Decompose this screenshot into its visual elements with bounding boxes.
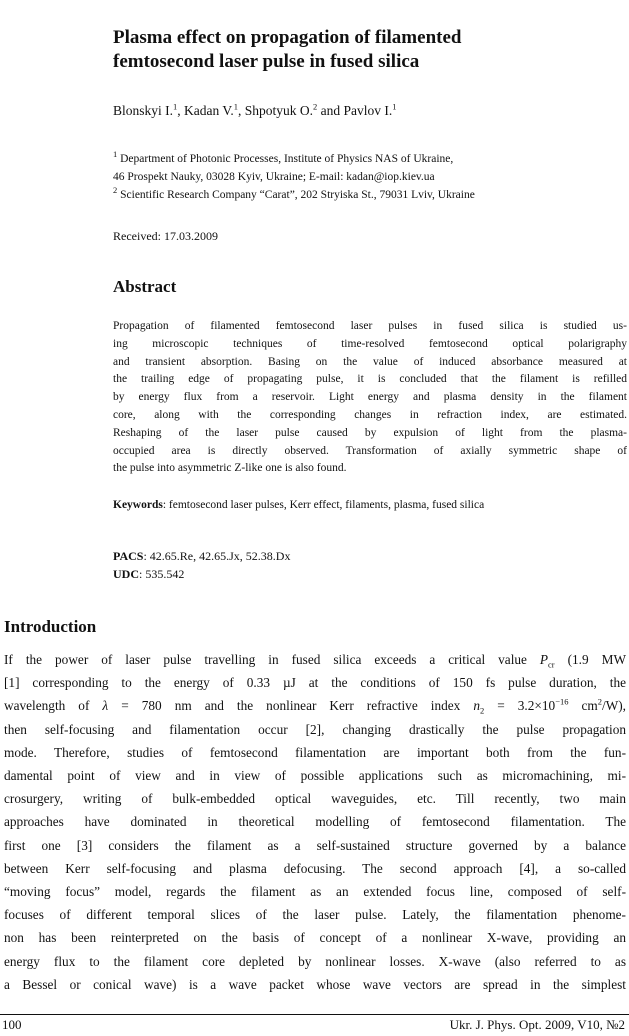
- title-line-1: Plasma effect on propagation of filamented: [113, 27, 462, 48]
- abstract-line: the trailing edge of propagating pulse, it is concluded that the filament is refilled: [113, 373, 627, 386]
- affiliation-text: Department of Photonic Processes, Institute of Physics NAS of Ukraine,: [117, 153, 454, 165]
- affiliation-1-line-1: [113, 150, 613, 168]
- author-name: Pavlov I.: [343, 103, 393, 118]
- introduction-line: between Kerr self-focusing and plasma defocusing. The second approach [4], a so-called: [4, 860, 626, 876]
- math-superscript: 2: [597, 696, 602, 707]
- keywords: [113, 499, 484, 511]
- author-separator: ,: [177, 103, 185, 118]
- affiliations: [113, 150, 613, 204]
- affiliation-text: Scientific Research Company “Carat”, 202 Stryiska St., 79031 Lviv, Ukraine: [117, 189, 475, 201]
- udc-text: : 535.542: [139, 567, 185, 581]
- introduction-line: then self-focusing and filamentation occur [2], changing drastically the pulse propagation: [4, 721, 626, 737]
- author-separator: and: [317, 103, 344, 118]
- text-run: = 3.2×10: [484, 698, 556, 714]
- introduction-line: [1] corresponding to the energy of 0.33 µJ at the conditions of 150 fs pulse duration, the: [4, 675, 626, 691]
- keywords-label: Keywords: [113, 499, 163, 511]
- journal-reference: Ukr. J. Phys. Opt. 2009, V10, №2: [449, 1017, 625, 1032]
- affiliation-mark: 2: [113, 185, 118, 196]
- introduction-body: [4, 648, 626, 996]
- abstract-body: [113, 318, 627, 478]
- introduction-line: approaches have dominated in theoretical modelling of femtosecond filamentation. The: [4, 814, 626, 830]
- author-separator: ,: [238, 103, 245, 118]
- math-superscript: −16: [555, 696, 569, 707]
- abstract-line: Reshaping of the laser pulse caused by expulsion of light from the plasma-: [113, 426, 627, 439]
- abstract-line: by energy flux from a reservoir. Light energy and plasma density in the filament: [113, 391, 627, 404]
- abstract-line: occupied area is directly observed. Transformation of axially symmetric shape of: [113, 444, 627, 457]
- introduction-line: mode. Therefore, studies of femtosecond filamentation are important both from the fun-: [4, 744, 626, 760]
- keywords-text: : femtosecond laser pulses, Kerr effect, filaments, plasma, fused silica: [162, 499, 485, 511]
- author-affiliation-mark: 1: [173, 101, 178, 112]
- introduction-line: focuses of different temporal slices of the laser pulse. Lately, the filamentation phenome-: [4, 907, 626, 923]
- author-name: Kadan V.: [184, 103, 234, 118]
- abstract-line: ing microscopic techniques of time-resolved femtosecond optical polarigraphy: [113, 337, 627, 350]
- affiliation-1-line-2: 46 Prospekt Nauky, 03028 Kyiv, Ukraine; E-mail: kadan@iop.kiev.ua: [113, 171, 435, 183]
- footer-divider: [0, 1014, 629, 1015]
- title-line-2: femtosecond laser pulse in fused silica: [113, 51, 420, 72]
- abstract-line: and transient absorption. Basing on the value of induced absorbance measured at: [113, 355, 627, 368]
- pacs-text: : 42.65.Re, 42.65.Jx, 52.38.Dx: [143, 549, 291, 563]
- author-affiliation-mark: 1: [392, 101, 397, 112]
- text-run: /W),: [602, 698, 626, 714]
- udc-code: [113, 565, 290, 583]
- introduction-line: first one [3] considers the filament as a self-sustained structure governed by a balance: [4, 837, 626, 853]
- abstract-heading: Abstract: [113, 277, 177, 296]
- introduction-line: “moving focus” model, regards the filament as an extended focus line, composed of self-: [4, 884, 626, 900]
- introduction-line: crosurgery, writing of bulk-embedded optical waveguides, etc. Till recently, two main: [4, 791, 626, 807]
- author-affiliation-mark: 2: [313, 101, 318, 112]
- text-run: cm: [568, 698, 598, 714]
- math-symbol: P: [539, 652, 549, 667]
- author-list: [113, 103, 397, 119]
- introduction-line: a Bessel or conical wave) is a wave packet whose wave vectors are spread in the simplest: [4, 976, 626, 992]
- math-symbol: λ: [102, 698, 109, 714]
- author-affiliation-mark: 1: [233, 101, 239, 112]
- math-subscript: cr: [548, 659, 555, 670]
- paper-title: [113, 26, 593, 74]
- text-run: wavelength of: [4, 698, 103, 714]
- pacs-label: PACS: [113, 549, 144, 563]
- author-name: Shpotyuk O.: [244, 103, 314, 118]
- udc-label: UDC: [113, 567, 139, 581]
- introduction-line: non has been reinterpreted on the basis of concept of a nonlinear X-wave, providing an: [4, 930, 626, 946]
- classification-codes: [113, 547, 290, 583]
- abstract-line: Propagation of filamented femtosecond laser pulses in fused silica is studied us-: [113, 320, 627, 332]
- introduction-line: energy flux to the filament core depleted by nonlinear losses. X-wave (also referred to as: [4, 953, 626, 969]
- introduction-line: [4, 648, 626, 671]
- abstract-line: the pulse into asymmetric Z-like one is also found.: [113, 462, 347, 475]
- introduction-line: damental point of view and in view of possible applications such as micromachining, mi-: [4, 768, 626, 784]
- text-run: If the power of laser pulse travelling in fused silica exceeds a critical value: [4, 652, 540, 667]
- math-symbol: n: [473, 698, 480, 714]
- math-subscript: 2: [479, 706, 485, 717]
- page-number: 100: [2, 1017, 22, 1032]
- text-run: = 780 nm and the nonlinear Kerr refractive index: [108, 698, 474, 714]
- affiliation-2-line-1: [113, 186, 613, 204]
- text-run: (1.9 MW: [554, 652, 626, 667]
- pacs-codes: [113, 547, 290, 565]
- received-date: Received: 17.03.2009: [113, 229, 218, 243]
- author-name: Blonskyi I.: [113, 103, 174, 118]
- introduction-heading: Introduction: [4, 617, 97, 636]
- introduction-line: [4, 694, 626, 717]
- affiliation-mark: 1: [113, 149, 118, 160]
- abstract-line: core, along with the corresponding changes in refraction index, are estimated.: [113, 408, 627, 421]
